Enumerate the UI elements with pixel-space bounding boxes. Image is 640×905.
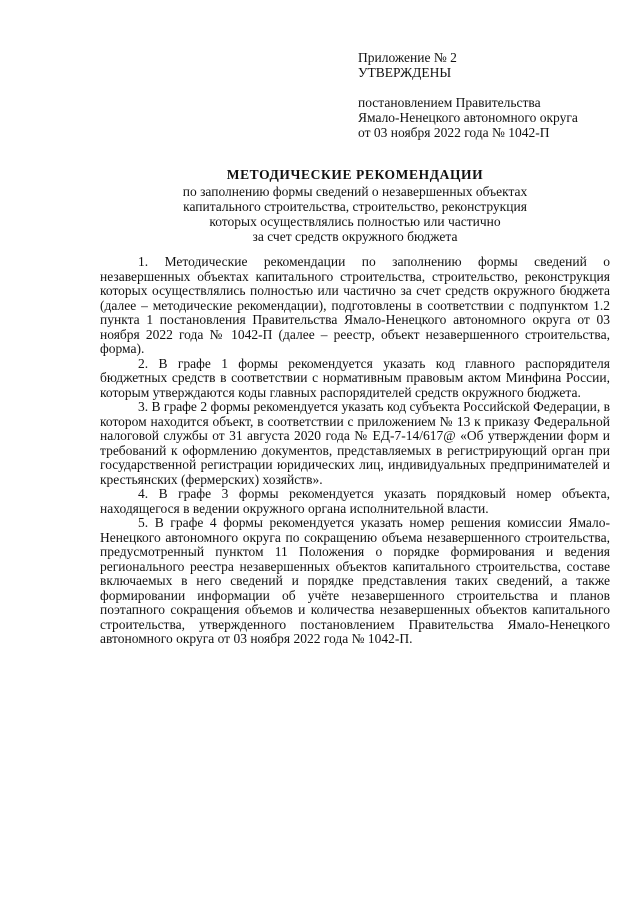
document-body	[100, 255, 610, 647]
approved-label: УТВЕРЖДЕНЫ	[358, 65, 452, 80]
paragraph-2: 2. В графе 1 формы рекомендуется указать код главного распорядителя бюджетных средств в соответствии с нормативным правовым актом Минфина России, которым утверждаются коды главных распорядителей средств окружного бюджета.	[100, 355, 610, 400]
title-line: по заполнению формы сведений о незавершенных объектах	[182, 184, 528, 199]
document-title-block	[100, 167, 610, 244]
title-line: капитального строительства, строительство, реконструкция	[183, 199, 527, 214]
paragraph-1: 1. Методические рекомендации по заполнению формы сведений о незавершенных объектах капитального строительства, строительство, реконструкция которых осуществлялись полностью или частично за счет средств окружного бюджета (далее – методические рекомендации), подготовлены в соответствии с подпунктом 1.2 пункта 1 постановления Правительства Ямало-Ненецкого автономного округа от 03 ноября 2022 года № 1042-П (далее – реестр, объект незавершенного строительства, форма).	[100, 254, 610, 356]
approval-block	[358, 50, 628, 140]
paragraph-5: 5. В графе 4 формы рекомендуется указать номер решения комиссии Ямало-Ненецкого автономного округа по сокращению объема незавершенного строительства, предусмотренный пунктом 11 Положения о порядке формирования и ведения регионального реестра незавершенных объектов капитального строительства, составе включаемых в него сведений и порядке представления таких сведений, а также формировании информации об учёте незавершенного строительства и планов поэтапного сокращения объемов и количества незавершенных объектов капитального строительства, утвержденного постановлением Правительства Ямало-Ненецкого автономного округа от 03 ноября 2022 года № 1042-П.	[100, 515, 610, 646]
title-line: за счет средств окружного бюджета	[252, 229, 458, 244]
appendix-number: Приложение № 2	[358, 50, 457, 65]
resolution-line: от 03 ноября 2022 года № 1042-П	[358, 125, 550, 140]
paragraph-3: 3. В графе 2 формы рекомендуется указать код субъекта Российской Федерации, в котором находится объект, в соответствии с приложением № 13 к приказу Федеральной налоговой службы от 31 августа 2020 года № ЕД-7-14/617@ «Об утверждении форм и требований к оформлению документов, представляемых в регистрирующий орган при государственной регистрации юридических лиц, индивидуальных предпринимателей и крестьянских (фермерских) хозяйств».	[100, 399, 610, 487]
resolution-line: постановлением Правительства	[358, 95, 541, 110]
document-heading: МЕТОДИЧЕСКИЕ РЕКОМЕНДАЦИИ	[226, 167, 484, 182]
resolution-line: Ямало-Ненецкого автономного округа	[358, 110, 578, 125]
approval-spacer	[358, 80, 628, 95]
title-line: которых осуществлялись полностью или частично	[209, 214, 501, 229]
paragraph-4: 4. В графе 3 формы рекомендуется указать порядковый номер объекта, находящегося в ведении окружного органа исполнительной власти.	[100, 486, 610, 516]
